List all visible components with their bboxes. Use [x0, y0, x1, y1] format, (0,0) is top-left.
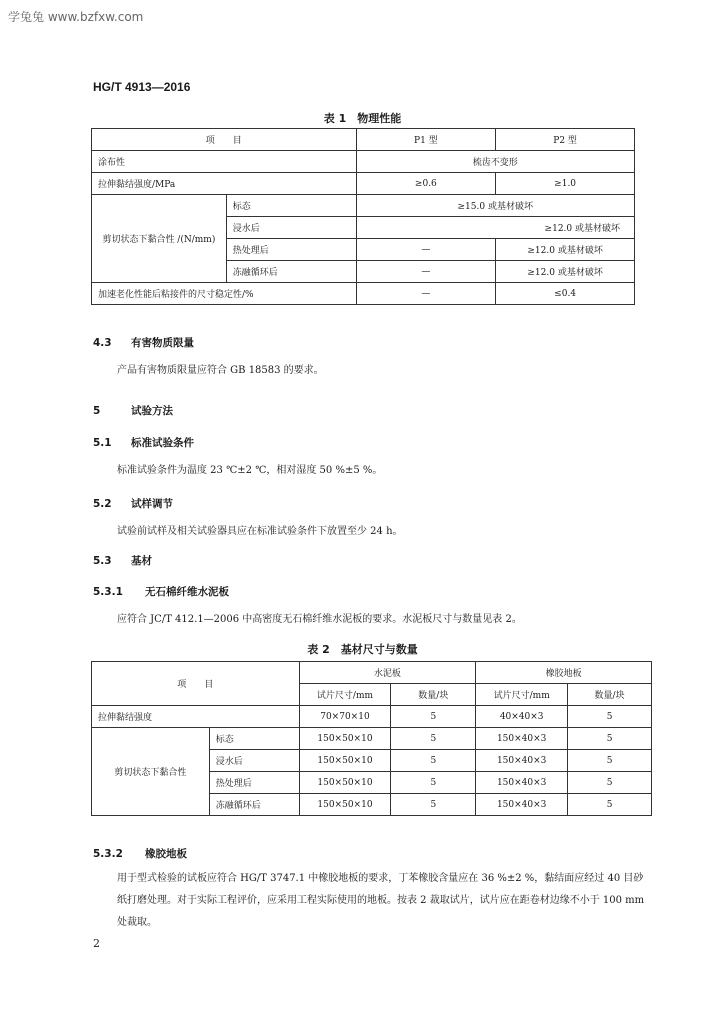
table1-header-p1: P1 型 [356, 129, 496, 151]
table1-cell: — [356, 283, 496, 305]
section-5-3-2-body: 用于型式检验的试板应符合 HG/T 3747.1 中橡胶地板的要求，丁苯橡胶含量应在 36 %±2 %，黏结面应经过 40 目砂纸打磨处理。对于实际工程评价，应采用工程实际使用的地板。按表 2 裁取试片，试片应在距卷材边缘不小于 100 mm 处裁取。 [117, 873, 645, 928]
table1-header-item: 项 目 [92, 129, 357, 151]
table1-row-label: 涂布性 [92, 151, 357, 173]
table2-substrate-sizes [91, 661, 652, 816]
table1-cell: — [356, 239, 496, 261]
table2-header-qty: 数量/块 [391, 684, 476, 706]
table2-sub-label: 浸水后 [209, 750, 299, 772]
table2-row-label: 拉伸黏结强度 [92, 706, 300, 728]
table1-cell: ≥12.0 或基材破坏 [496, 239, 635, 261]
table1-cell: ≥0.6 [356, 173, 496, 195]
section-5-1-heading: 5.1 标准试验条件 [93, 437, 194, 449]
table2-sub-label: 热处理后 [209, 772, 299, 794]
table1-caption: 表 1 物理性能 [323, 112, 402, 125]
table1-cell: — [356, 261, 496, 283]
table1-row-label: 拉伸黏结强度/MPa [92, 173, 357, 195]
table2-cell: 150×50×10 [299, 750, 391, 772]
table2-cell: 150×40×3 [476, 728, 568, 750]
table1-cell: 梳齿不变形 [356, 151, 635, 173]
section-5-2-body: 试验前试样及相关试验器具应在标准试验条件下放置至少 24 h。 [117, 526, 403, 537]
table2-caption: 表 2 基材尺寸与数量 [307, 643, 418, 656]
table2-shear-label: 剪切状态下黏合性 [92, 728, 210, 816]
table2-header-qty: 数量/块 [568, 684, 652, 706]
table1-cell: ≥15.0 或基材破坏 [356, 195, 635, 217]
table1-physical-properties [91, 128, 635, 305]
table1-cell: ≤0.4 [496, 283, 635, 305]
table1-shear-label: 剪切状态下黏合性 /(N/mm) [92, 195, 227, 283]
table2-cell: 5 [391, 728, 476, 750]
section-5-3-2-heading: 5.3.2 橡胶地板 [93, 848, 187, 860]
table2-header-size: 试片尺寸/mm [476, 684, 568, 706]
section-5-heading: 5 试验方法 [93, 405, 173, 417]
table1-sub-label: 冻融循环后 [226, 261, 356, 283]
section-4-3-body: 产品有害物质限量应符合 GB 18583 的要求。 [117, 365, 324, 376]
table1-header-p2: P2 型 [496, 129, 635, 151]
table2-header-rubber: 橡胶地板 [476, 662, 652, 684]
section-5-3-1-heading: 5.3.1 无石棉纤维水泥板 [93, 586, 229, 598]
table1-sub-label: 标态 [226, 195, 356, 217]
section-5-3-heading: 5.3 基材 [93, 555, 152, 567]
table2-cell: 150×50×10 [299, 772, 391, 794]
table2-sub-label: 标态 [209, 728, 299, 750]
table2-cell: 5 [391, 772, 476, 794]
table2-sub-label: 冻融循环后 [209, 794, 299, 816]
table1-row-label: 加速老化性能后粘接件的尺寸稳定性/% [92, 283, 357, 305]
table2-cell: 150×50×10 [299, 794, 391, 816]
table2-header-size: 试片尺寸/mm [299, 684, 391, 706]
table2-cell: 150×50×10 [299, 728, 391, 750]
table2-header-cement: 水泥板 [299, 662, 476, 684]
section-5-1-body: 标准试验条件为温度 23 ℃±2 ℃，相对湿度 50 %±5 %。 [117, 465, 383, 476]
table1-cell: ≥12.0 或基材破坏 [356, 217, 635, 239]
section-5-2-heading: 5.2 试样调节 [93, 498, 173, 510]
table2-cell: 5 [391, 794, 476, 816]
table2-header-item: 项 目 [92, 662, 300, 706]
watermark: 学兔兔 www.bzfxw.com [8, 10, 144, 24]
table2-cell: 40×40×3 [476, 706, 568, 728]
table2-cell: 5 [391, 750, 476, 772]
page-number: 2 [93, 937, 100, 950]
table2-cell: 150×40×3 [476, 772, 568, 794]
table1-sub-label: 浸水后 [226, 217, 356, 239]
table2-cell: 5 [568, 706, 652, 728]
table2-cell: 150×40×3 [476, 794, 568, 816]
table2-cell: 70×70×10 [299, 706, 391, 728]
table1-cell: ≥12.0 或基材破坏 [496, 261, 635, 283]
table2-cell: 5 [568, 794, 652, 816]
table2-cell: 5 [568, 728, 652, 750]
table1-cell: ≥1.0 [496, 173, 635, 195]
table2-cell: 5 [391, 706, 476, 728]
table2-cell: 5 [568, 772, 652, 794]
table1-sub-label: 热处理后 [226, 239, 356, 261]
section-5-3-1-body: 应符合 JC/T 412.1—2006 中高密度无石棉纤维水泥板的要求。水泥板尺寸与数量见表 2。 [117, 614, 522, 625]
table2-cell: 5 [568, 750, 652, 772]
section-4-3-heading: 4.3 有害物质限量 [93, 337, 194, 349]
document-code: HG/T 4913—2016 [93, 80, 191, 94]
table2-cell: 150×40×3 [476, 750, 568, 772]
